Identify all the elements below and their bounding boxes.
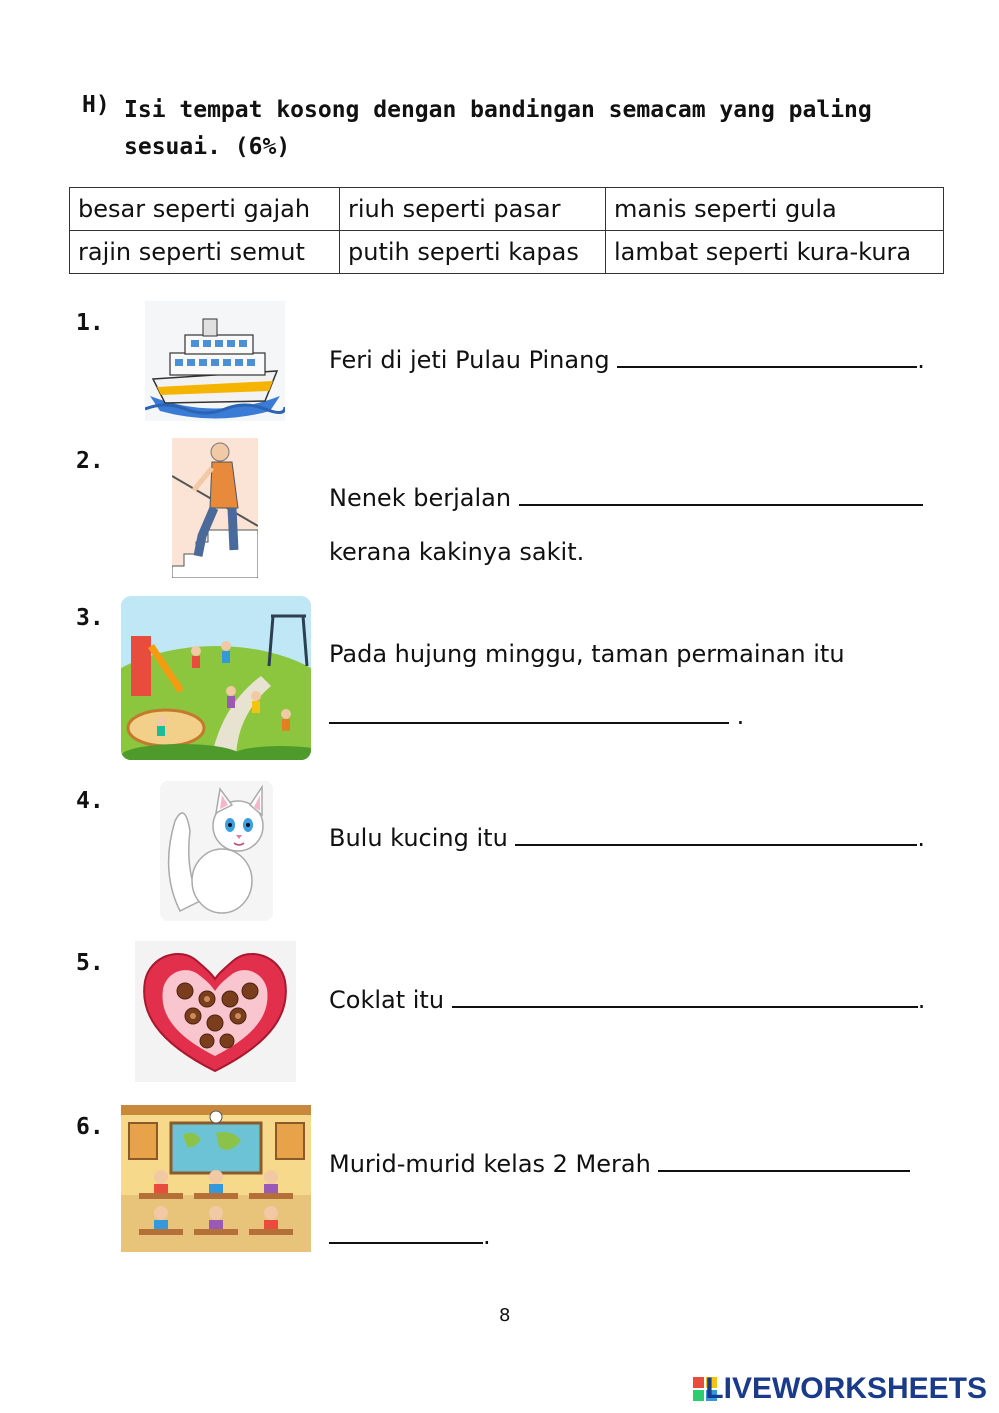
answer-blank[interactable] (515, 822, 917, 846)
word-bank-cell: manis seperti gula (606, 188, 944, 231)
question-end: . (917, 346, 925, 374)
question-number: 3. (76, 605, 104, 631)
question-text (329, 700, 744, 730)
question-number: 5. (76, 950, 104, 976)
table-row (70, 231, 944, 274)
table-row (70, 188, 944, 231)
question-number: 2. (76, 448, 104, 474)
chocolate-box-image (135, 941, 296, 1082)
question-end: . (917, 824, 926, 852)
answer-blank[interactable] (617, 344, 917, 368)
answer-blank[interactable] (519, 482, 923, 506)
question-end: . (729, 702, 745, 730)
word-bank-cell: putih seperti kapas (340, 231, 606, 274)
word-bank-cell: lambat seperti kura-kura (606, 231, 944, 274)
answer-blank[interactable] (658, 1148, 910, 1172)
question-prompt: Murid-murid kelas 2 Merah (329, 1150, 651, 1178)
word-bank-table (69, 187, 944, 274)
page-number: 8 (499, 1305, 511, 1326)
grandmother-stairs-image (172, 438, 258, 578)
brand-logo-text[interactable]: LIVEWORKSHEETS (705, 1372, 987, 1405)
question-text (329, 344, 925, 374)
section-instruction: Isi tempat kosong dengan bandingan semacam yang paling sesuai. (6%) (124, 97, 872, 160)
question-prompt: Feri di jeti Pulau Pinang (329, 346, 610, 374)
question-text (329, 822, 925, 852)
section-label: H) (82, 92, 110, 118)
question-number: 1. (76, 310, 104, 336)
question-end: . (483, 1222, 491, 1250)
question-end: . (917, 986, 926, 1014)
playground-image (121, 596, 311, 760)
question-text (329, 984, 925, 1014)
answer-blank[interactable] (452, 984, 918, 1008)
word-bank-cell: besar seperti gajah (70, 188, 340, 231)
question-prompt: Coklat itu (329, 986, 445, 1014)
question-number: 4. (76, 788, 104, 814)
ferry-image (145, 301, 285, 421)
answer-blank[interactable] (329, 1220, 483, 1244)
question-continuation: kerana kakinya sakit. (329, 538, 585, 566)
question-text (329, 1220, 491, 1250)
white-cat-image (160, 781, 273, 921)
question-text (329, 1148, 910, 1178)
question-prompt: Bulu kucing itu (329, 824, 508, 852)
question-text (329, 482, 923, 512)
classroom-image (121, 1105, 311, 1252)
question-number: 6. (76, 1114, 104, 1140)
answer-blank[interactable] (329, 700, 729, 724)
word-bank-cell: rajin seperti semut (70, 231, 340, 274)
question-prompt: Nenek berjalan (329, 484, 512, 512)
word-bank-cell: riuh seperti pasar (340, 188, 606, 231)
question-prompt: Pada hujung minggu, taman permainan itu (329, 640, 845, 668)
